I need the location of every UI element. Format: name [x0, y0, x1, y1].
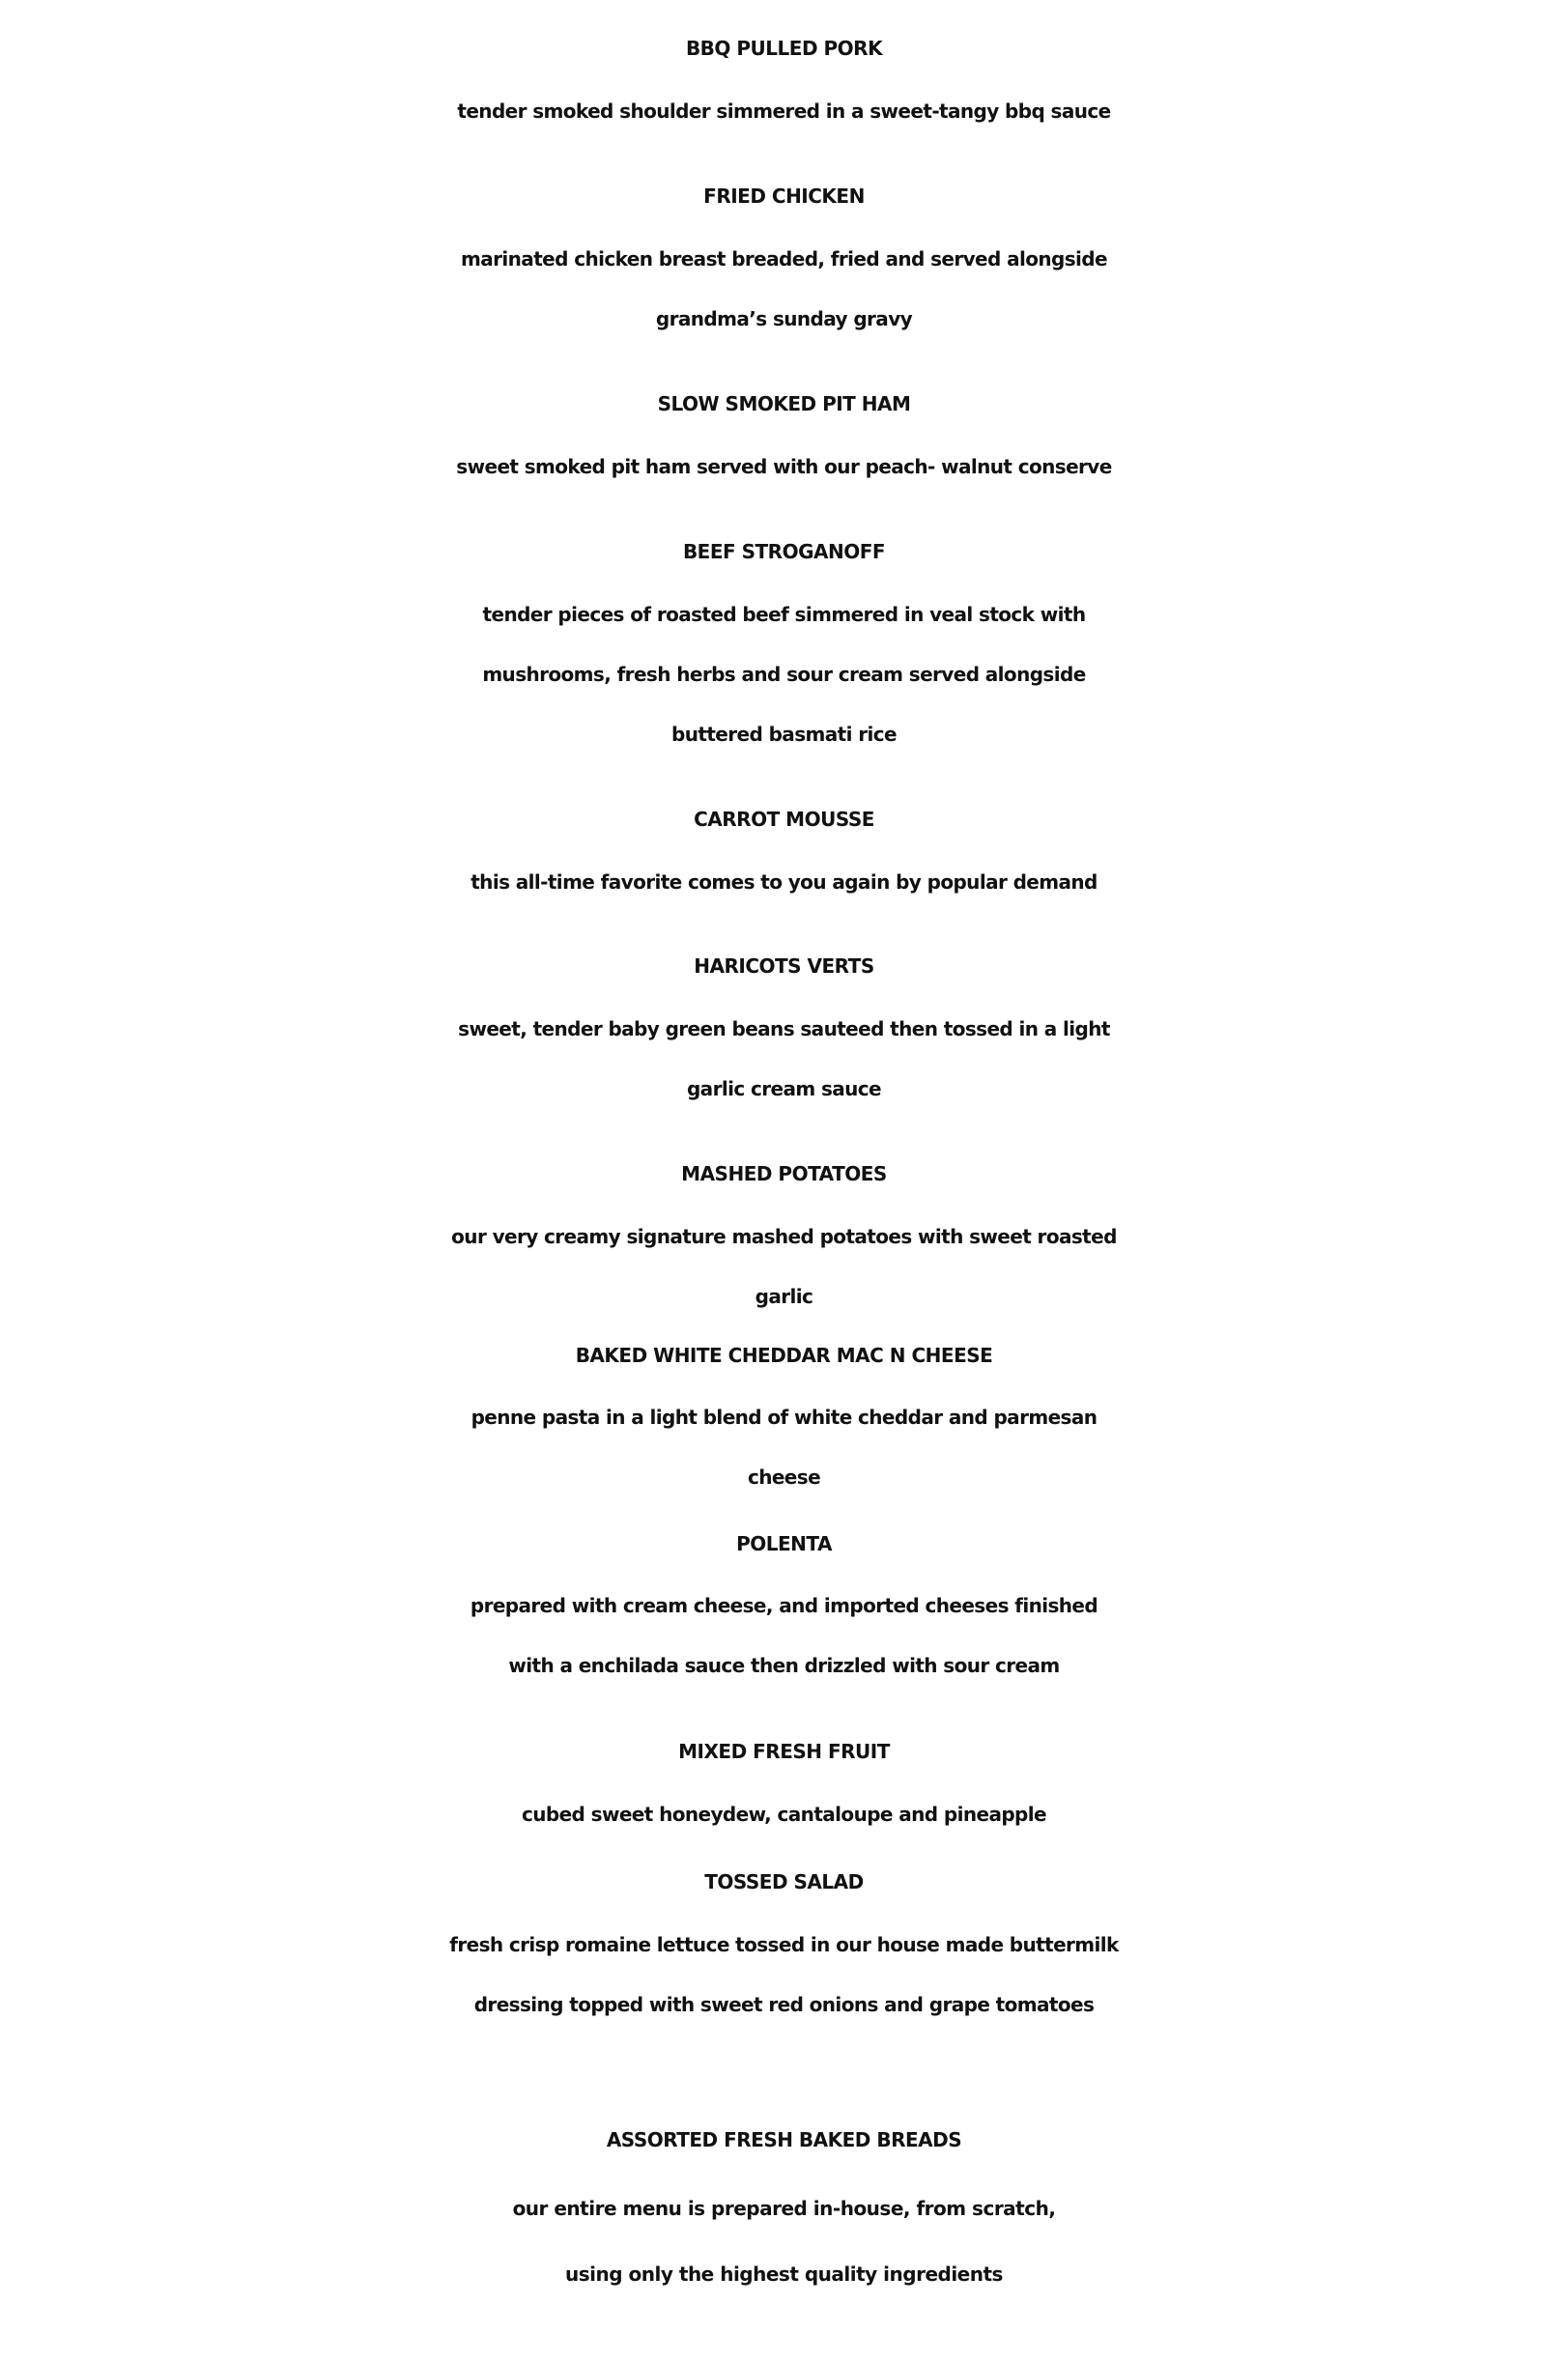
- item-description: tender smoked shoulder simmered in a sweet-tangy bbq sauce: [457, 100, 1111, 123]
- item-description: tender pieces of roasted beef simmered in veal stock with: [482, 603, 1086, 626]
- item-title: MIXED FRESH FRUIT: [678, 1740, 890, 1763]
- item-description: marinated chicken breast breaded, fried and served alongside: [461, 247, 1107, 270]
- item-title: FRIED CHICKEN: [703, 185, 865, 208]
- item-description: this all-time favorite comes to you again by popular demand: [470, 870, 1098, 894]
- item-description: grandma’s sunday gravy: [655, 307, 913, 330]
- item-title: BBQ PULLED PORK: [685, 37, 883, 60]
- item-description: our very creamy signature mashed potatoes with sweet roasted: [451, 1225, 1117, 1248]
- item-description: buttered basmati rice: [671, 723, 897, 746]
- item-description: mushrooms, fresh herbs and sour cream served alongside: [482, 663, 1086, 686]
- item-description: garlic cream sauce: [686, 1077, 882, 1100]
- item-description: cubed sweet honeydew, cantaloupe and pineapple: [521, 1803, 1046, 1826]
- menu-footer-line: our entire menu is prepared in-house, from scratch,: [512, 2197, 1056, 2220]
- item-title: POLENTA: [736, 1532, 832, 1555]
- item-title: BEEF STROGANOFF: [682, 540, 886, 563]
- item-description: sweet smoked pit ham served with our peach- walnut conserve: [456, 455, 1112, 478]
- item-title: MASHED POTATOES: [681, 1162, 887, 1185]
- item-description: fresh crisp romaine lettuce tossed in our house made buttermilk: [449, 1933, 1119, 1956]
- item-description: penne pasta in a light blend of white cheddar and parmesan: [470, 1406, 1098, 1429]
- item-title: ASSORTED FRESH BAKED BREADS: [606, 2128, 962, 2151]
- item-description: sweet, tender baby green beans sauteed then tossed in a light: [458, 1017, 1110, 1040]
- item-title: TOSSED SALAD: [704, 1870, 864, 1893]
- item-description: garlic: [755, 1285, 813, 1308]
- item-title: SLOW SMOKED PIT HAM: [657, 392, 911, 415]
- item-description: with a enchilada sauce then drizzled with sour cream: [508, 1654, 1060, 1677]
- item-title: CARROT MOUSSE: [694, 808, 874, 831]
- item-description: cheese: [747, 1466, 821, 1489]
- item-description: prepared with cream cheese, and imported cheeses finished: [470, 1594, 1098, 1617]
- item-title: BAKED WHITE CHEDDAR MAC N CHEESE: [575, 1344, 993, 1367]
- item-title: HARICOTS VERTS: [694, 954, 874, 978]
- menu-footer-line: using only the highest quality ingredients: [565, 2262, 1003, 2286]
- item-description: dressing topped with sweet red onions and grape tomatoes: [473, 1993, 1095, 2016]
